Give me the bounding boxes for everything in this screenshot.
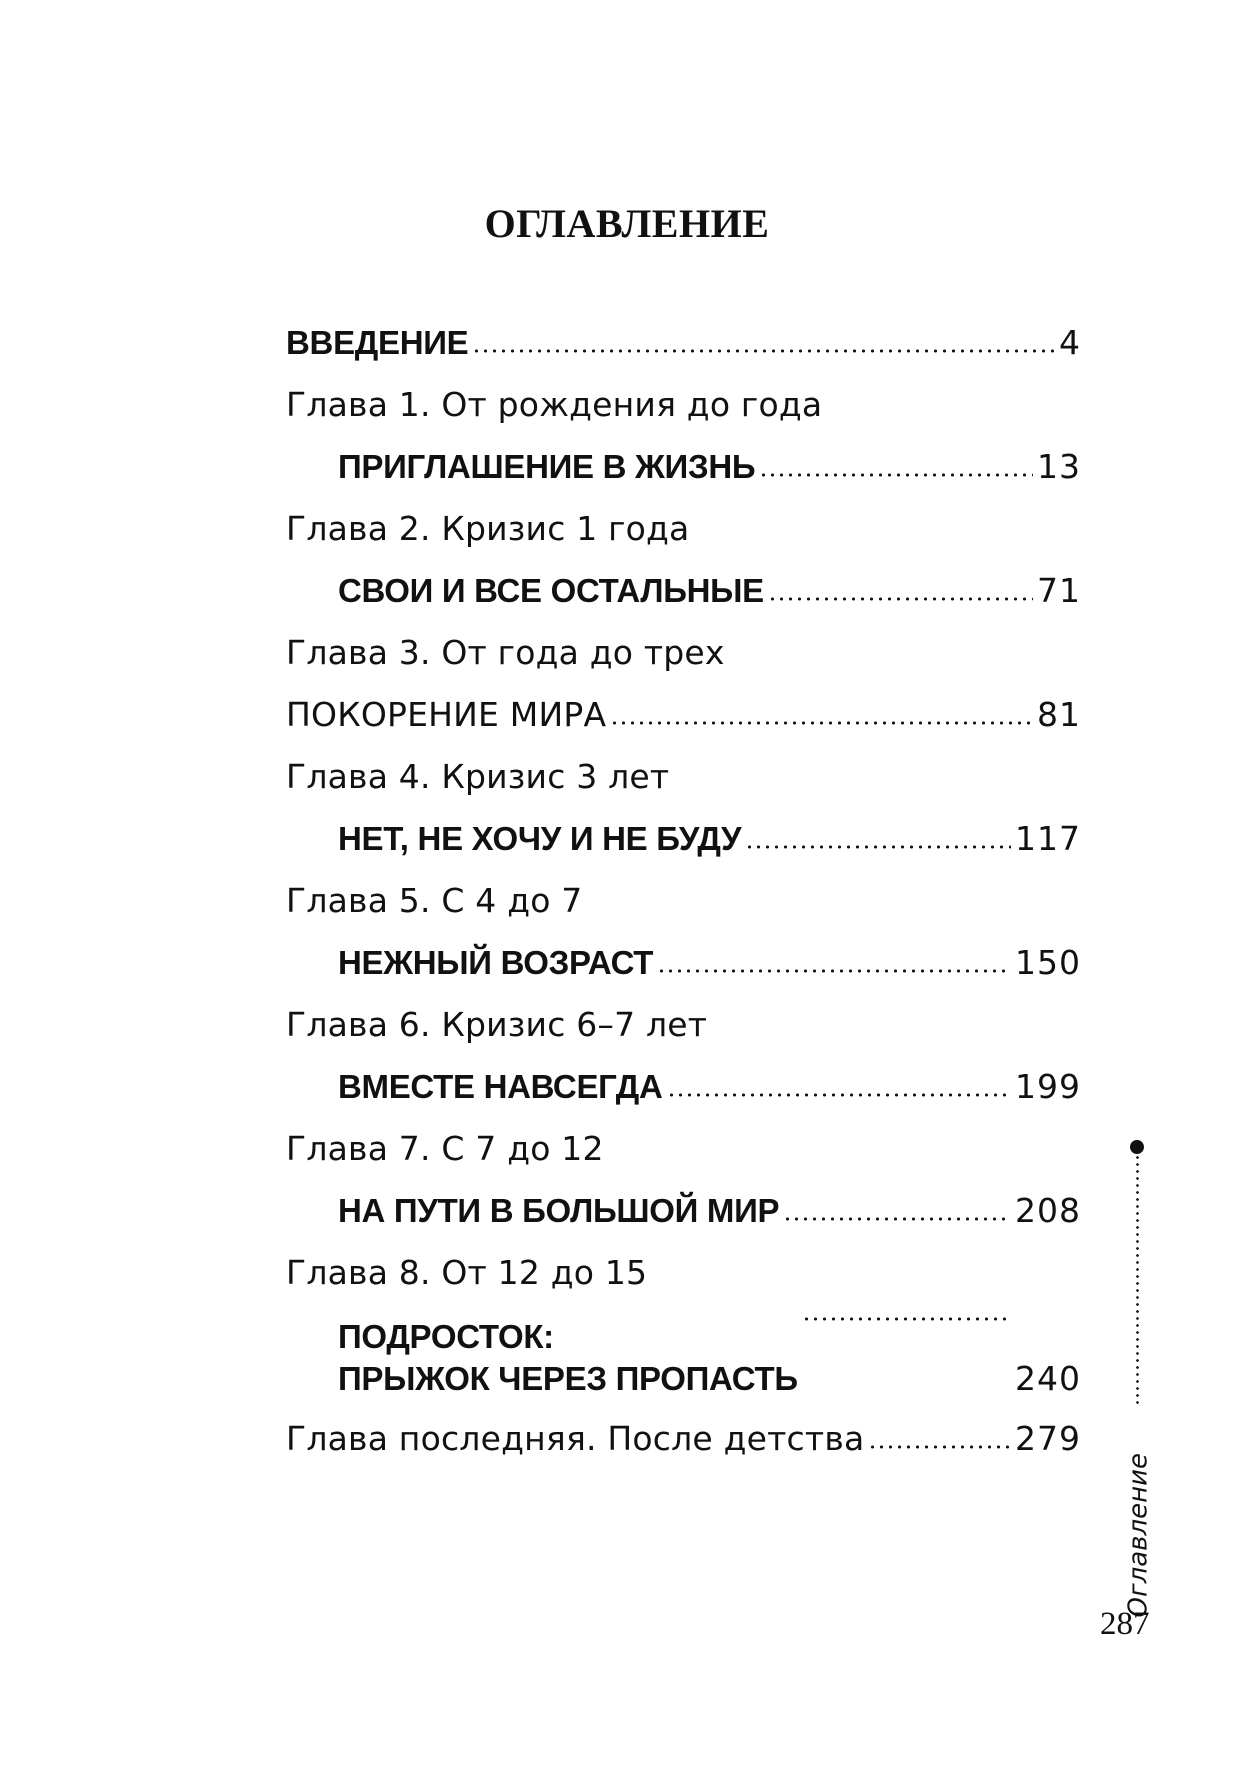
toc-entry [286,808,1081,870]
dot-leader [768,596,1033,602]
dot-leader [610,720,1033,726]
toc-entry [286,1304,1081,1408]
dot-leader [802,1316,1011,1322]
toc-entry [286,1408,1081,1470]
page-title: ОГЛАВЛЕНИЕ [484,201,770,246]
toc-entry-title [338,1316,798,1400]
toc-entry [286,684,1081,746]
toc-entry [286,1118,1081,1180]
toc-entry [286,312,1081,374]
toc-entry-title: НЕТ, НЕ ХОЧУ И НЕ БУДУ [338,820,742,857]
toc-entry [286,1056,1081,1118]
toc-entry-title: Глава 3. От года до трех [286,633,725,672]
toc-entry [286,560,1081,622]
toc-entry [286,994,1081,1056]
toc-entry-title: Глава 1. От рождения до года [286,385,823,424]
dot-leader [759,472,1033,478]
table-of-contents [286,312,1081,1470]
dot-leader [745,844,1011,850]
dot-leader [472,348,1055,354]
dot-leader [783,1216,1011,1222]
toc-entry-title: ПОКОРЕНИЕ МИРА [286,695,607,734]
toc-entry-title: ВМЕСТЕ НАВСЕГДА [338,1068,663,1105]
toc-entry-title: Глава 5. С 4 до 7 [286,881,583,920]
toc-entry-page: 117 [1015,819,1081,858]
toc-entry [286,436,1081,498]
toc-entry [286,1242,1081,1304]
toc-entry-title: ВВЕДЕНИЕ [286,324,469,361]
dot-leader [667,1092,1012,1098]
page-number: 287 [1100,1606,1150,1642]
toc-entry-page: 71 [1037,571,1081,610]
toc-entry-page: 279 [1015,1419,1081,1458]
side-dot-icon [1130,1140,1144,1154]
side-tab [1123,1140,1154,1618]
toc-entry-page: 208 [1015,1191,1081,1230]
toc-entry-title: НА ПУТИ В БОЛЬШОЙ МИР [338,1192,780,1229]
side-running-title: Оглавление [1123,1452,1154,1618]
toc-entry [286,932,1081,994]
dot-leader [868,1444,1011,1450]
side-leader-dots [1135,1154,1140,1404]
toc-entry [286,622,1081,684]
toc-entry-title: Глава 4. Кризис 3 лет [286,757,670,796]
toc-entry [286,374,1081,436]
dot-leader [657,968,1011,974]
toc-entry-title: Глава 6. Кризис 6–7 лет [286,1005,708,1044]
toc-entry-title-line: ПРЫЖОК ЧЕРЕЗ ПРОПАСТЬ [338,1360,798,1397]
toc-entry-page: 199 [1015,1067,1081,1106]
toc-entry-title: СВОИ И ВСЕ ОСТАЛЬНЫЕ [338,572,764,609]
toc-entry-title: ПРИГЛАШЕНИЕ В ЖИЗНЬ [338,448,756,485]
toc-entry-title: Глава 2. Кризис 1 года [286,509,690,548]
toc-entry-page: 240 [1015,1359,1081,1398]
toc-entry [286,870,1081,932]
toc-entry-page: 13 [1037,447,1081,486]
toc-entry-page: 150 [1015,943,1081,982]
toc-entry-page: 4 [1059,323,1081,362]
toc-entry-title-line: ПОДРОСТОК: [338,1318,554,1355]
toc-entry [286,498,1081,560]
toc-entry-title: Глава 8. От 12 до 15 [286,1253,648,1292]
toc-entry [286,1180,1081,1242]
toc-entry-title: Глава последняя. После детства [286,1419,865,1458]
toc-entry [286,746,1081,808]
toc-entry-title: Глава 7. С 7 до 12 [286,1129,604,1168]
toc-entry-title: НЕЖНЫЙ ВОЗРАСТ [338,944,654,981]
toc-entry-page: 81 [1037,695,1081,734]
